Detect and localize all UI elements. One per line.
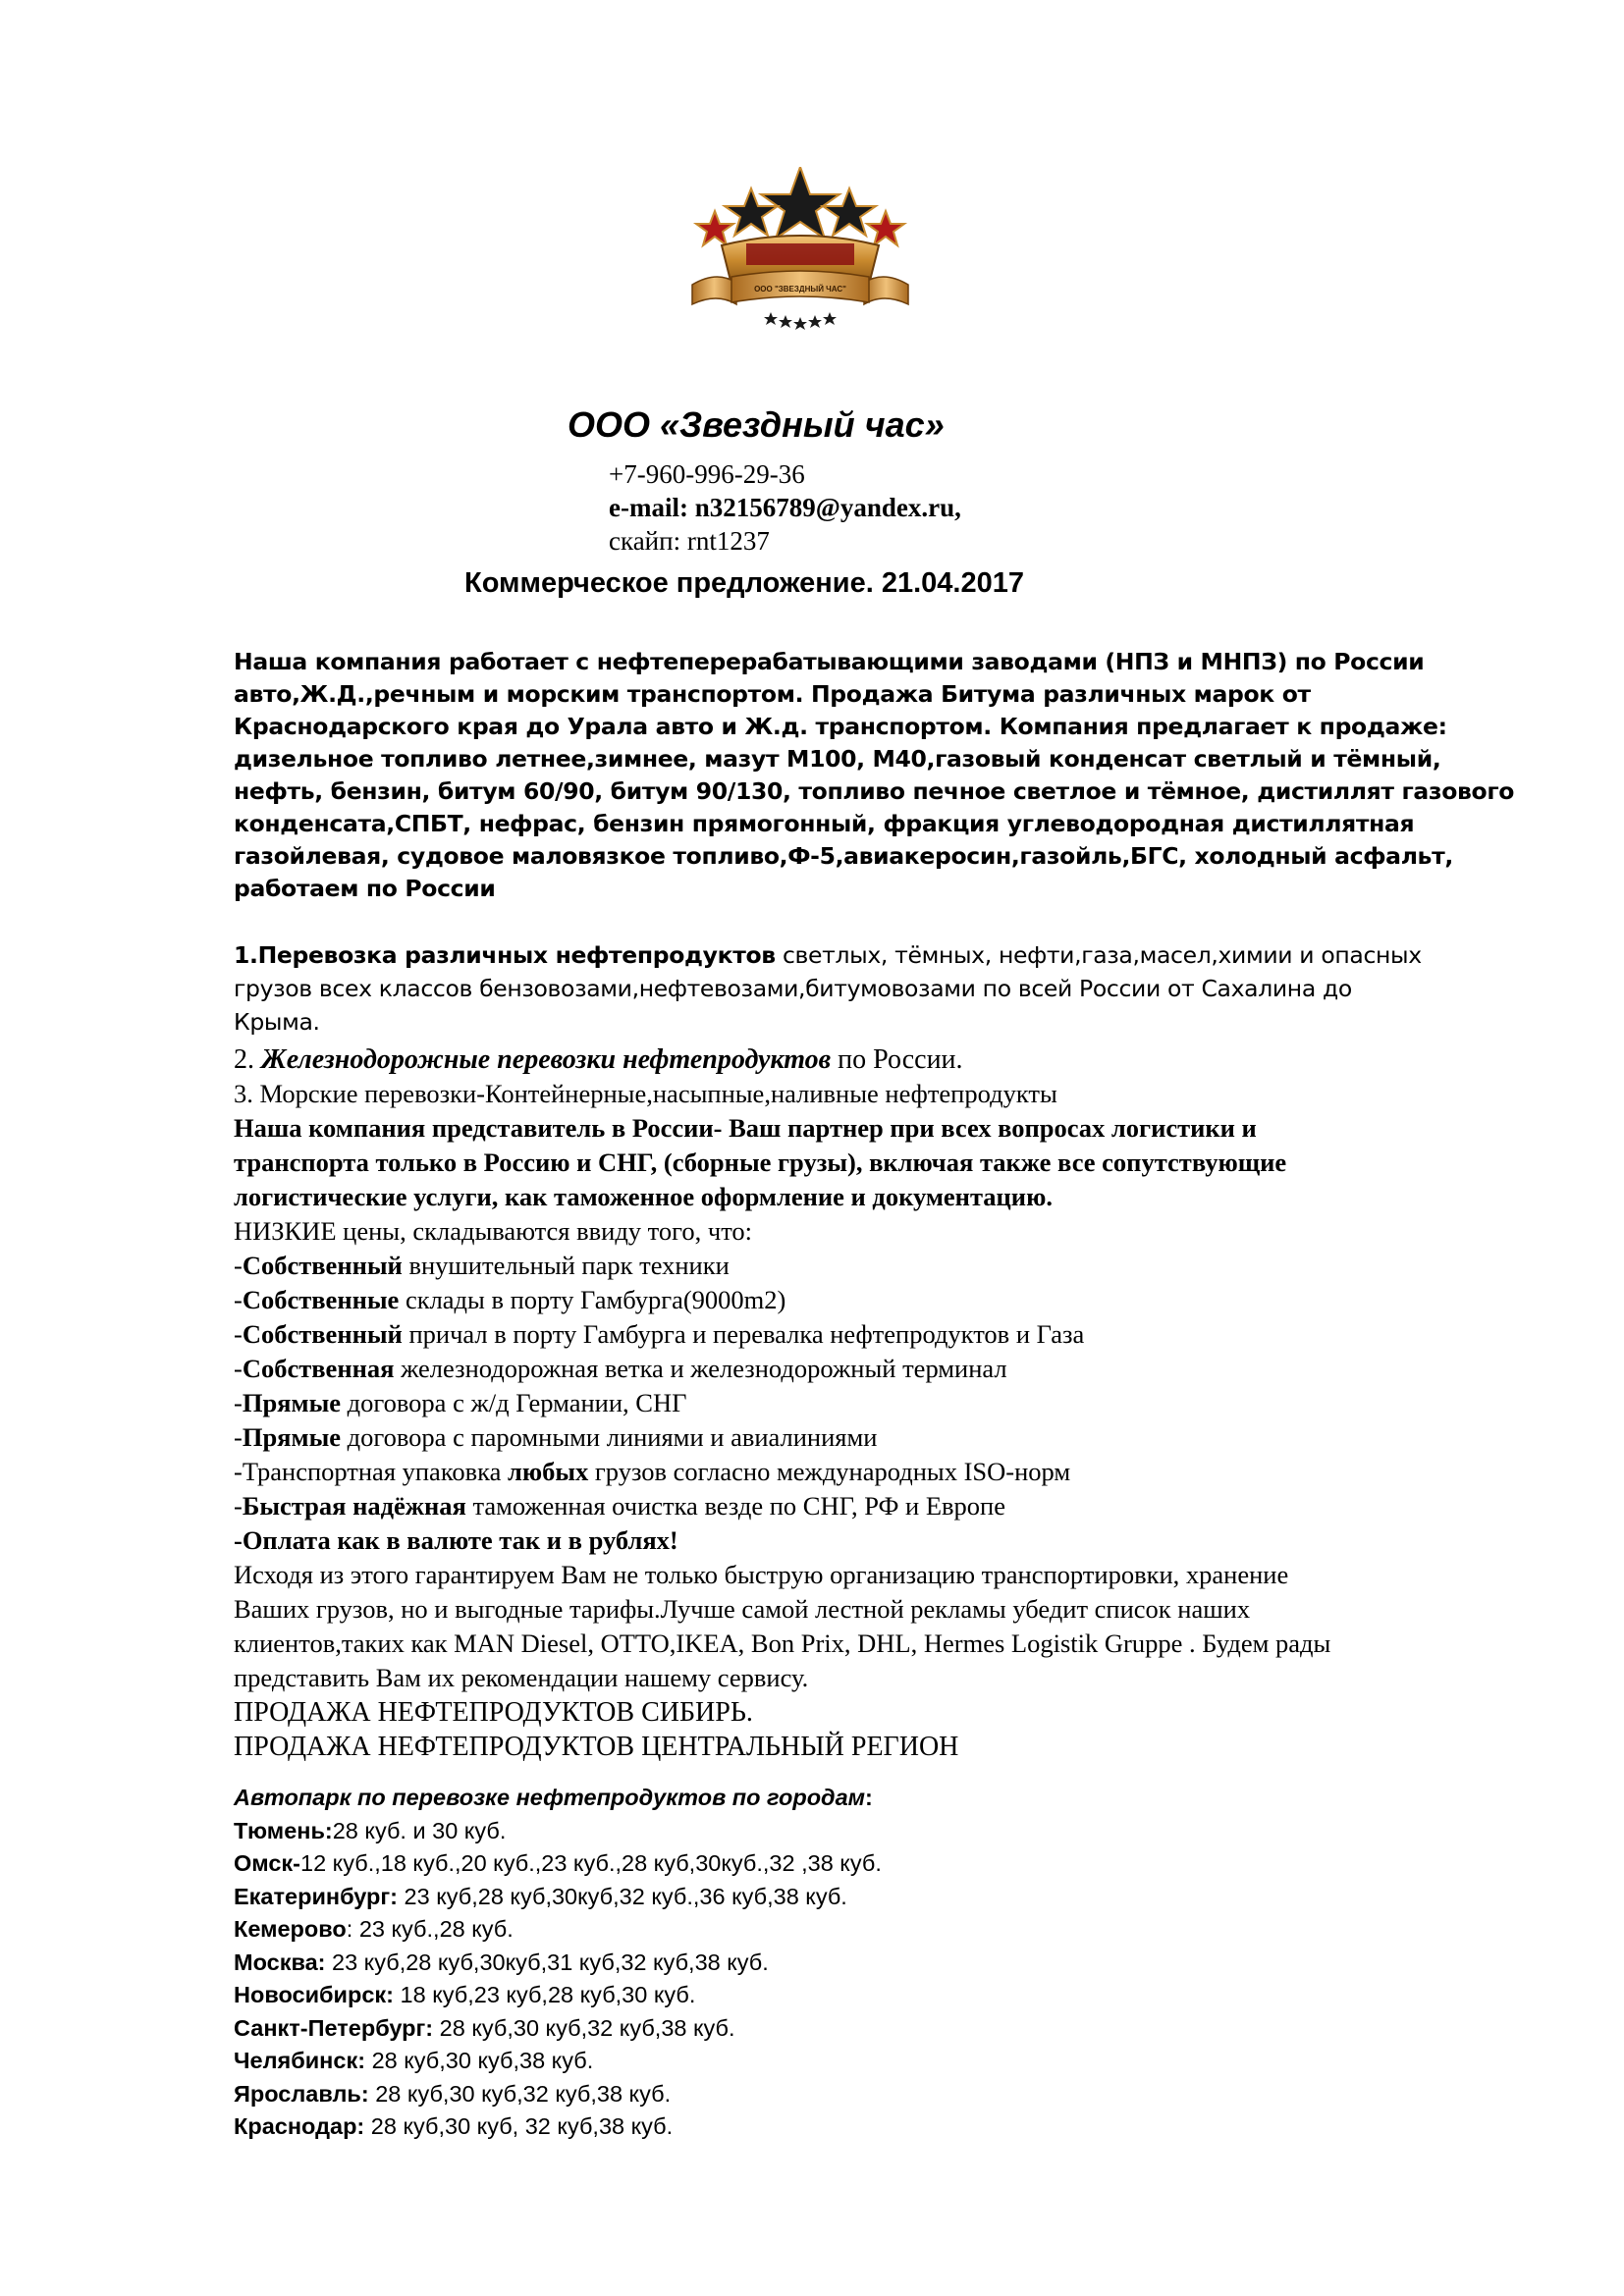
closing-line: клиентов,таких как MAN Diesel, OTTO,IKEA, Bon Prix, DHL, Hermes Logistik Gruppe . Будем рады (234, 1629, 1331, 1658)
intro-line: конденсата,СПБТ, нефрас, бензин прямогонный, фракция углеводородная дистиллятная (234, 810, 1415, 837)
city-name: Екатеринбург: (234, 1883, 399, 1909)
city-name: Новосибирск: (234, 1982, 394, 2007)
city-volumes: 23 куб,28 куб,30куб,31 куб,32 куб,38 куб. (325, 1949, 769, 1975)
closing-line: Исходя из этого гарантируем Вам не только быструю организацию транспортировки, хранение (234, 1560, 1289, 1589)
intro-line: газойлевая, судовое маловязкое топливо,Ф-5,авиакеросин,газойль,БГС, холодный асфальт, (234, 842, 1453, 870)
city-row (234, 2110, 1510, 2144)
service-3: 3. Морские перевозки-Контейнерные,насыпные,наливные нефтепродукты (234, 1079, 1057, 1108)
partner-line: логистические услуги, как таможенное оформление и документацию. (234, 1182, 1053, 1211)
city-volumes: 28 куб,30 куб,32 куб,38 куб. (433, 2014, 735, 2041)
advantage-item: -Прямые договора с паромными линиями и авиалиниями (234, 1422, 878, 1452)
city-volumes: 28 куб,30 куб,38 куб. (365, 2048, 594, 2073)
city-volumes: 28 куб,30 куб, 32 куб,38 куб. (364, 2113, 674, 2139)
service-1-text: светлых, тёмных, нефти,газа,масел,химии и опасных (775, 941, 1422, 969)
advantage-item: -Быстрая надёжная таможенная очистка везде по СНГ, РФ и Европе (234, 1491, 1005, 1521)
advantage-item: -Транспортная упаковка любых грузов согласно международных ISO-норм (234, 1457, 1071, 1486)
city-row (234, 1979, 1510, 2012)
advantage-item: -Прямые договора с ж/д Германии, СНГ (234, 1388, 687, 1417)
advantage-item: -Собственный внушительный парк техники (234, 1251, 730, 1280)
intro-line: работаем по России (234, 875, 496, 902)
intro-line: авто,Ж.Д.,речным и морским транспортом. Продажа Битума различных марок от (234, 680, 1311, 708)
intro-line: нефть, бензин, битум 60/90, битум 90/130, топливо печное светлое и тёмное, дистиллят газового (234, 777, 1515, 805)
services-and-advantages (234, 1042, 1569, 1764)
city-name: Тюмень: (234, 1817, 333, 1843)
skype-contact: скайп: rnt1237 (609, 526, 770, 556)
partner-line: Наша компания представитель в России- Ваш партнер при всех вопросах логистики и (234, 1113, 1257, 1143)
city-volumes: 23 куб,28 куб,30куб,32 куб.,36 куб,38 куб. (398, 1883, 847, 1909)
service-2-title: Железнодорожные перевозки нефтепродуктов (261, 1044, 832, 1075)
city-name: Кемерово (234, 1916, 347, 1942)
sale-line: ПРОДАЖА НЕФТЕПРОДУКТОВ ЦЕНТРАЛЬНЫЙ РЕГИОН (234, 1732, 959, 1762)
city-name: Краснодар: (234, 2113, 365, 2139)
intro-line: Краснодарского края до Урала авто и Ж.д. транспортом. Компания предлагает к продаже: (234, 713, 1447, 740)
city-volumes: : 23 куб.,28 куб. (346, 1916, 514, 1942)
service-1-line (234, 938, 1549, 972)
service-1-line: Крыма. (234, 1008, 320, 1036)
company-name: ООО «Звездный час» (568, 404, 945, 445)
city-row (234, 2078, 1510, 2111)
city-row (234, 1913, 1510, 1947)
city-volumes: 28 куб,30 куб,32 куб,38 куб. (368, 2080, 672, 2107)
service-2 (234, 1042, 1569, 1077)
fleet-section (234, 1782, 1510, 2144)
city-name: Омск- (234, 1850, 301, 1876)
service-1-title: 1.Перевозка различных нефтепродуктов (234, 941, 776, 969)
partner-line: транспорта только в Россию и СНГ, (сборные грузы), включая также все сопутствующие (234, 1148, 1287, 1177)
city-row (234, 2045, 1510, 2078)
city-volumes: 28 куб. и 30 куб. (332, 1817, 507, 1843)
sale-line: ПРОДАЖА НЕФТЕПРОДУКТОВ СИБИРЬ. (234, 1697, 753, 1728)
company-logo (677, 167, 923, 334)
advantage-item: -Собственная железнодорожная ветка и железнодорожный терминал (234, 1354, 1007, 1383)
intro-line: Наша компания работает с нефтеперерабатывающими заводами (НПЗ и МНПЗ) по России (234, 648, 1425, 675)
advantage-item: -Оплата как в валюте так и в рублях! (234, 1525, 678, 1555)
city-name: Москва: (234, 1949, 326, 1975)
offer-heading: Коммерческое предложение. 21.04.2017 (464, 567, 1024, 599)
city-volumes: 18 куб,23 куб,28 куб,30 куб. (394, 1982, 696, 2007)
service-2-text: по России. (831, 1044, 963, 1075)
intro-line: дизельное топливо летнее,зимнее, мазут М100, М40,газовый конденсат светлый и тёмный, (234, 745, 1441, 773)
fleet-heading: Автопарк по перевозке нефтепродуктов по городам: (234, 1785, 873, 1810)
city-row (234, 1847, 1510, 1881)
city-name: Санкт-Петербург: (234, 2014, 434, 2041)
city-volumes: 12 куб.,18 куб.,20 куб.,23 куб.,28 куб,30куб.,32 ,38 куб. (300, 1850, 882, 1876)
logo-caption: ООО "ЗВЕЗДНЫЙ ЧАС" (754, 285, 846, 294)
city-row (234, 1947, 1510, 1980)
closing-line: представить Вам их рекомендации нашему сервису. (234, 1663, 809, 1692)
fleet-heading-text: Автопарк по перевозке нефтепродуктов по городам (234, 1785, 866, 1810)
phone-number: +7-960-996-29-36 (609, 459, 805, 489)
low-prices-line: НИЗКИЕ цены, складываются ввиду того, что: (234, 1216, 753, 1246)
city-name: Челябинск: (234, 2048, 366, 2073)
city-row (234, 1881, 1510, 1914)
service-1 (234, 938, 1549, 1039)
service-1-line: грузов всех классов бензовозами,нефтевозами,битумовозами по всей России от Сахалина до (234, 975, 1352, 1002)
service-2-number: 2. (234, 1044, 261, 1075)
advantage-item: -Собственные склады в порту Гамбурга(9000m2) (234, 1285, 786, 1314)
advantage-item: -Собственный причал в порту Гамбурга и перевалка нефтепродуктов и Газа (234, 1319, 1085, 1349)
city-row (234, 2012, 1510, 2046)
city-name: Ярославль: (234, 2080, 369, 2107)
city-row (234, 1815, 1510, 1848)
closing-line: Ваших грузов, но и выгодные тарифы.Лучше самой лестной рекламы убедит список наших (234, 1594, 1251, 1624)
intro-paragraph (234, 646, 1549, 905)
email-address: e-mail: n32156789@yandex.ru, (609, 493, 961, 522)
